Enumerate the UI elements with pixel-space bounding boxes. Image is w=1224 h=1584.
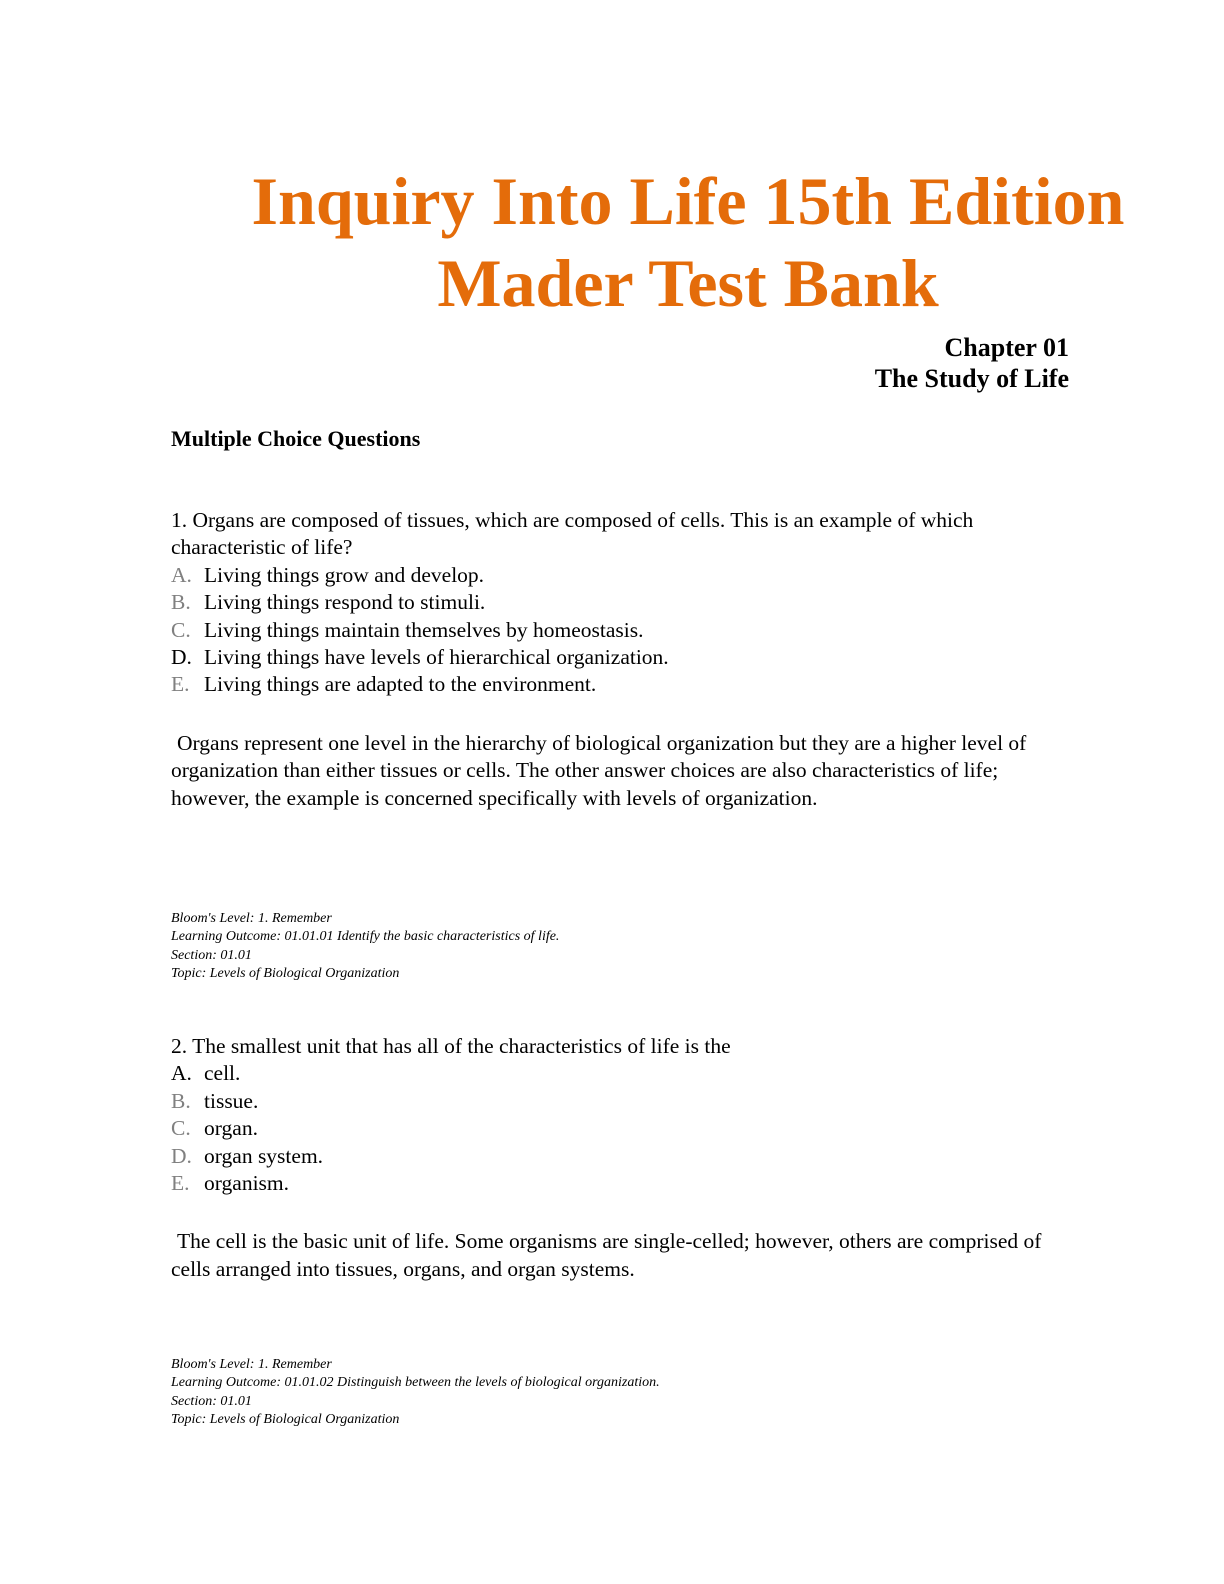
learning-outcome: Learning Outcome: 01.01.02 Distinguish between the levels of biological organization. bbox=[171, 1375, 660, 1391]
topic: Topic: Levels of Biological Organization bbox=[171, 965, 400, 981]
title-line-1: Inquiry Into Life 15th Edition bbox=[251, 163, 1125, 239]
option-text: Living things are adapted to the environment. bbox=[204, 672, 597, 697]
option-a-correct bbox=[171, 1060, 1071, 1087]
document-title bbox=[228, 160, 1148, 324]
option-letter: A. bbox=[171, 562, 192, 587]
option-letter: D. bbox=[171, 645, 192, 670]
option-letter: E. bbox=[171, 672, 190, 697]
section-ref: Section: 01.01 bbox=[171, 1393, 252, 1409]
chapter-number: Chapter 01 bbox=[944, 333, 1069, 362]
chapter-heading bbox=[875, 332, 1069, 394]
chapter-name: The Study of Life bbox=[874, 364, 1069, 393]
option-text: Living things have levels of hierarchical organization. bbox=[204, 645, 669, 670]
option-letter: B. bbox=[171, 1088, 191, 1113]
option-letter: D. bbox=[171, 1143, 192, 1168]
option-b bbox=[171, 589, 1071, 616]
question-1-meta bbox=[171, 910, 559, 983]
option-e bbox=[171, 1170, 1071, 1197]
option-letter: B. bbox=[171, 590, 191, 615]
option-text: organism. bbox=[204, 1171, 290, 1196]
title-line-2: Mader Test Bank bbox=[437, 245, 939, 321]
question-2-meta bbox=[171, 1356, 660, 1429]
option-text: cell. bbox=[204, 1061, 241, 1086]
option-text: organ. bbox=[204, 1116, 258, 1141]
question-stem: 1. Organs are composed of tissues, which are composed of cells. This is an example of which characteristic of life? bbox=[171, 508, 974, 560]
section-ref: Section: 01.01 bbox=[171, 947, 252, 963]
topic: Topic: Levels of Biological Organization bbox=[171, 1411, 400, 1427]
explanation: The cell is the basic unit of life. Some organisms are single-celled; however, others are comprised of cells arranged into tissues, organs, and organ systems. bbox=[171, 1229, 1042, 1281]
option-e bbox=[171, 671, 1071, 698]
option-letter: C. bbox=[171, 617, 191, 642]
option-letter: E. bbox=[171, 1171, 190, 1196]
option-text: Living things respond to stimuli. bbox=[204, 590, 486, 615]
option-d-correct bbox=[171, 644, 1071, 671]
explanation: Organs represent one level in the hierarchy of biological organization but they are a higher level of organization than either tissues or cells. The other answer choices are also characteristics of life; however, the example is concerned specifically with levels of organization. bbox=[171, 730, 1027, 810]
blooms-level: Bloom's Level: 1. Remember bbox=[171, 911, 332, 926]
option-a bbox=[171, 562, 1071, 589]
option-text: Living things grow and develop. bbox=[204, 562, 485, 587]
option-d bbox=[171, 1143, 1071, 1170]
option-c bbox=[171, 617, 1071, 644]
question-stem: 2. The smallest unit that has all of the characteristics of life is the bbox=[171, 1034, 731, 1058]
option-letter: A. bbox=[171, 1061, 192, 1086]
question-2 bbox=[171, 1033, 1071, 1283]
option-text: tissue. bbox=[204, 1088, 259, 1113]
option-c bbox=[171, 1115, 1071, 1142]
section-heading: Multiple Choice Questions bbox=[171, 426, 421, 451]
option-letter: C. bbox=[171, 1116, 191, 1141]
blooms-level: Bloom's Level: 1. Remember bbox=[171, 1357, 332, 1372]
learning-outcome: Learning Outcome: 01.01.01 Identify the basic characteristics of life. bbox=[171, 929, 560, 945]
option-b bbox=[171, 1088, 1071, 1115]
option-text: Living things maintain themselves by homeostasis. bbox=[204, 617, 644, 642]
question-1 bbox=[171, 507, 1071, 812]
option-text: organ system. bbox=[204, 1143, 324, 1168]
